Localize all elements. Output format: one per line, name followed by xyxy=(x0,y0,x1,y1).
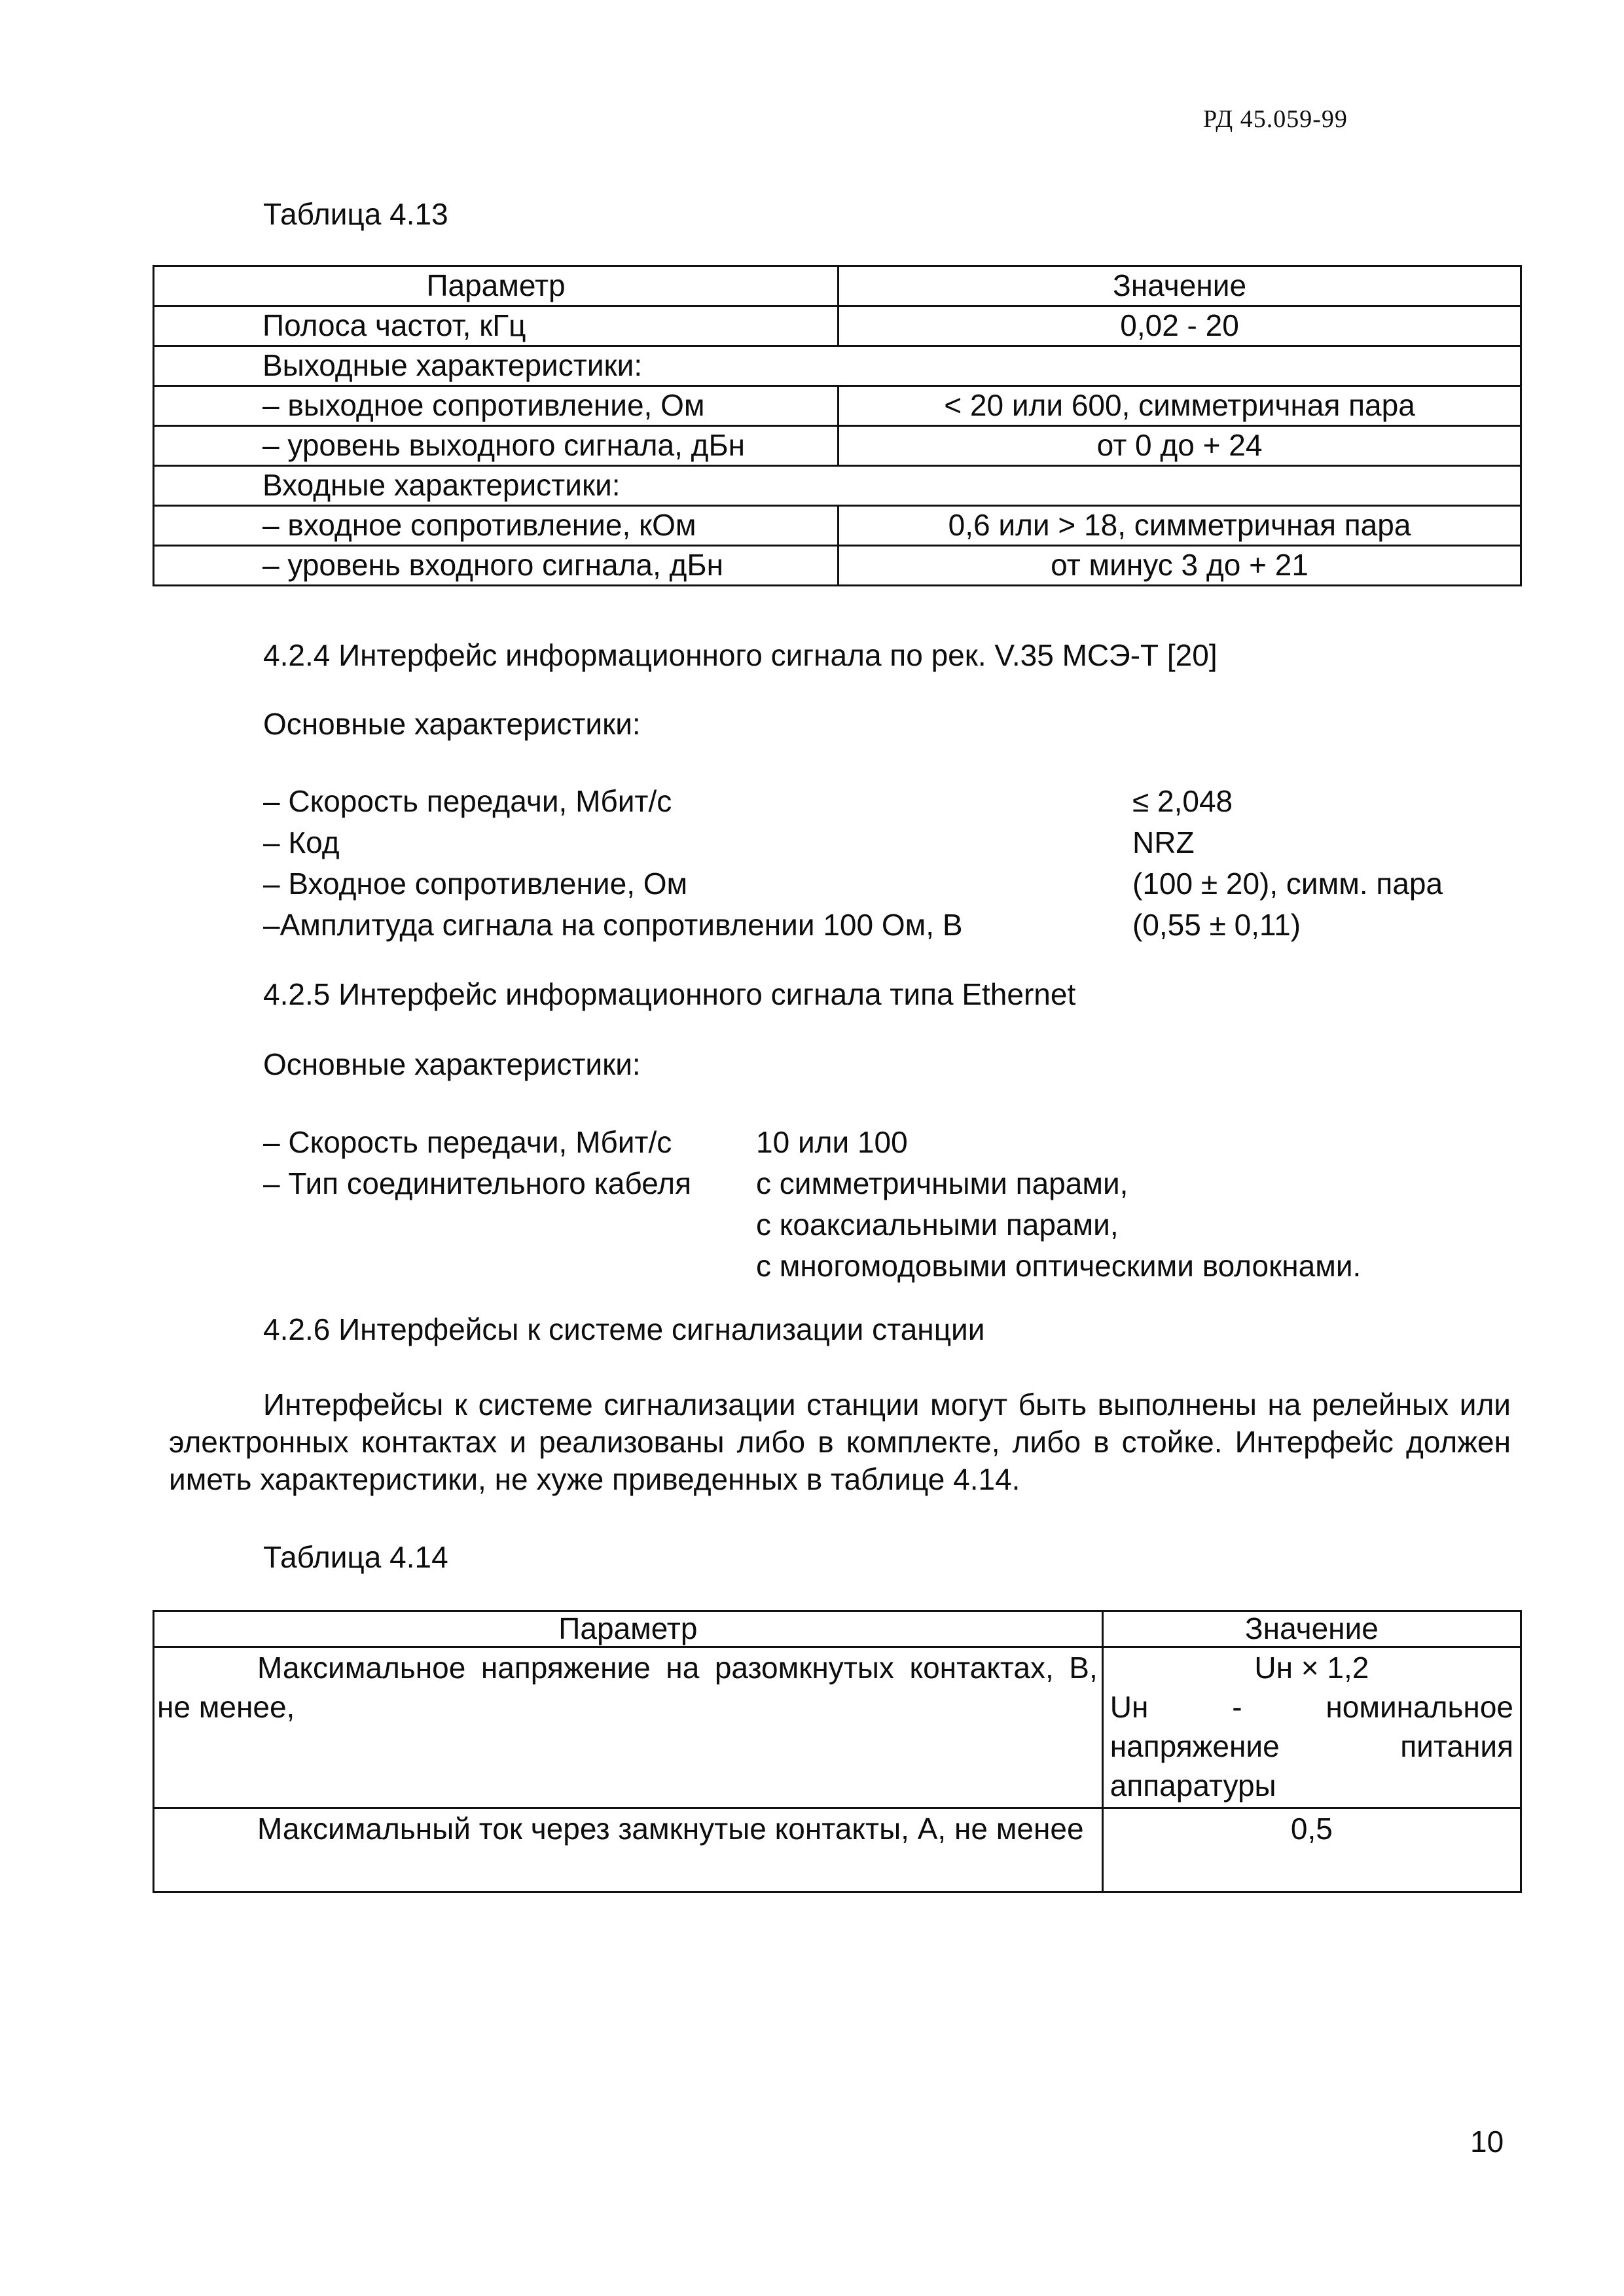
table-row xyxy=(154,546,1521,586)
section-4-2-5-subheading: Основные характеристики: xyxy=(263,1047,641,1081)
spec-label: – Скорость передачи, Мбит/с xyxy=(263,784,672,818)
section-4-2-6-heading: 4.2.6 Интерфейсы к системе сигнализации станции xyxy=(263,1312,985,1346)
value-cell: 0,6 или > 18, симметричная пара xyxy=(839,506,1521,546)
param-cell: Полоса частот, кГц xyxy=(154,306,839,346)
table-4-13 xyxy=(153,265,1522,586)
value-cell: 0,02 - 20 xyxy=(839,306,1521,346)
value-cell xyxy=(1102,1808,1521,1892)
spec-label: – Код xyxy=(263,825,340,859)
param-cell: Выходные характеристики: xyxy=(154,346,1521,386)
param-cell: – выходное сопротивление, Ом xyxy=(154,386,839,426)
col-header-param: Параметр xyxy=(154,266,839,306)
value-main: 0,5 xyxy=(1290,1812,1333,1846)
spec-value: с симметричными парами, xyxy=(756,1166,1128,1200)
page-number: 10 xyxy=(1470,2125,1504,2159)
value-main: Uн × 1,2 xyxy=(1254,1651,1369,1685)
spec-label: – Скорость передачи, Мбит/с xyxy=(263,1125,672,1159)
spec-label: – Тип соединительного кабеля xyxy=(263,1166,692,1200)
table-4-13-caption: Таблица 4.13 xyxy=(263,197,448,231)
spec-value: с коаксиальными парами, xyxy=(756,1208,1119,1242)
col-header-param: Параметр xyxy=(154,1611,1103,1647)
spec-value: с многомодовыми оптическими волокнами. xyxy=(756,1249,1362,1283)
table-row xyxy=(154,1808,1521,1892)
value-cell: от 0 до + 24 xyxy=(839,426,1521,466)
param-cell: – уровень выходного сигнала, дБн xyxy=(154,426,839,466)
col-header-value: Значение xyxy=(839,266,1521,306)
table-row xyxy=(154,466,1521,506)
spec-value: NRZ xyxy=(1132,825,1195,859)
value-cell: от минус 3 до + 21 xyxy=(839,546,1521,586)
section-4-2-4-heading: 4.2.4 Интерфейс информационного сигнала по рек. V.35 МСЭ-Т [20] xyxy=(263,638,1218,672)
value-note: Uн - номинальное напряжение питания аппаратуры xyxy=(1110,1690,1513,1803)
section-4-2-5-heading: 4.2.5 Интерфейс информационного сигнала типа Ethernet xyxy=(263,977,1076,1011)
param-cell: Максимальный ток через замкнутые контакты, А, не менее xyxy=(154,1808,1103,1892)
spec-value: 10 или 100 xyxy=(756,1125,908,1159)
param-cell: – входное сопротивление, кОм xyxy=(154,506,839,546)
param-cell: Входные характеристики: xyxy=(154,466,1521,506)
document-code: РД 45.059-99 xyxy=(1203,105,1348,133)
table-header-row xyxy=(154,1611,1521,1647)
spec-value: (0,55 ± 0,11) xyxy=(1132,908,1301,942)
table-4-14-caption: Таблица 4.14 xyxy=(263,1540,448,1574)
section-4-2-4-subheading: Основные характеристики: xyxy=(263,707,641,741)
value-cell: < 20 или 600, симметричная пара xyxy=(839,386,1521,426)
param-cell: – уровень входного сигнала, дБн xyxy=(154,546,839,586)
spec-value: ≤ 2,048 xyxy=(1132,784,1233,818)
table-row xyxy=(154,306,1521,346)
body-paragraph: Интерфейсы к системе сигнализации станции могут быть выполнены на релейных или электронных контактах и реализованы либо в комплекте, либо в стойке. Интерфейс должен иметь характеристики, не хуже приведенных в таблице 4.14. xyxy=(169,1388,1511,1496)
spec-value: (100 ± 20), симм. пара xyxy=(1132,867,1443,901)
table-row xyxy=(154,426,1521,466)
param-cell: Максимальное напряжение на разомкнутых контактах, В, не менее, xyxy=(154,1647,1103,1808)
table-row xyxy=(154,386,1521,426)
table-row xyxy=(154,346,1521,386)
spec-label: – Входное сопротивление, Ом xyxy=(263,867,688,901)
table-4-14 xyxy=(153,1610,1522,1893)
col-header-value: Значение xyxy=(1102,1611,1521,1647)
table-row xyxy=(154,1647,1521,1808)
table-row xyxy=(154,506,1521,546)
spec-label: –Амплитуда сигнала на сопротивлении 100 Ом, В xyxy=(263,908,963,942)
value-cell xyxy=(1102,1647,1521,1808)
table-header-row xyxy=(154,266,1521,306)
